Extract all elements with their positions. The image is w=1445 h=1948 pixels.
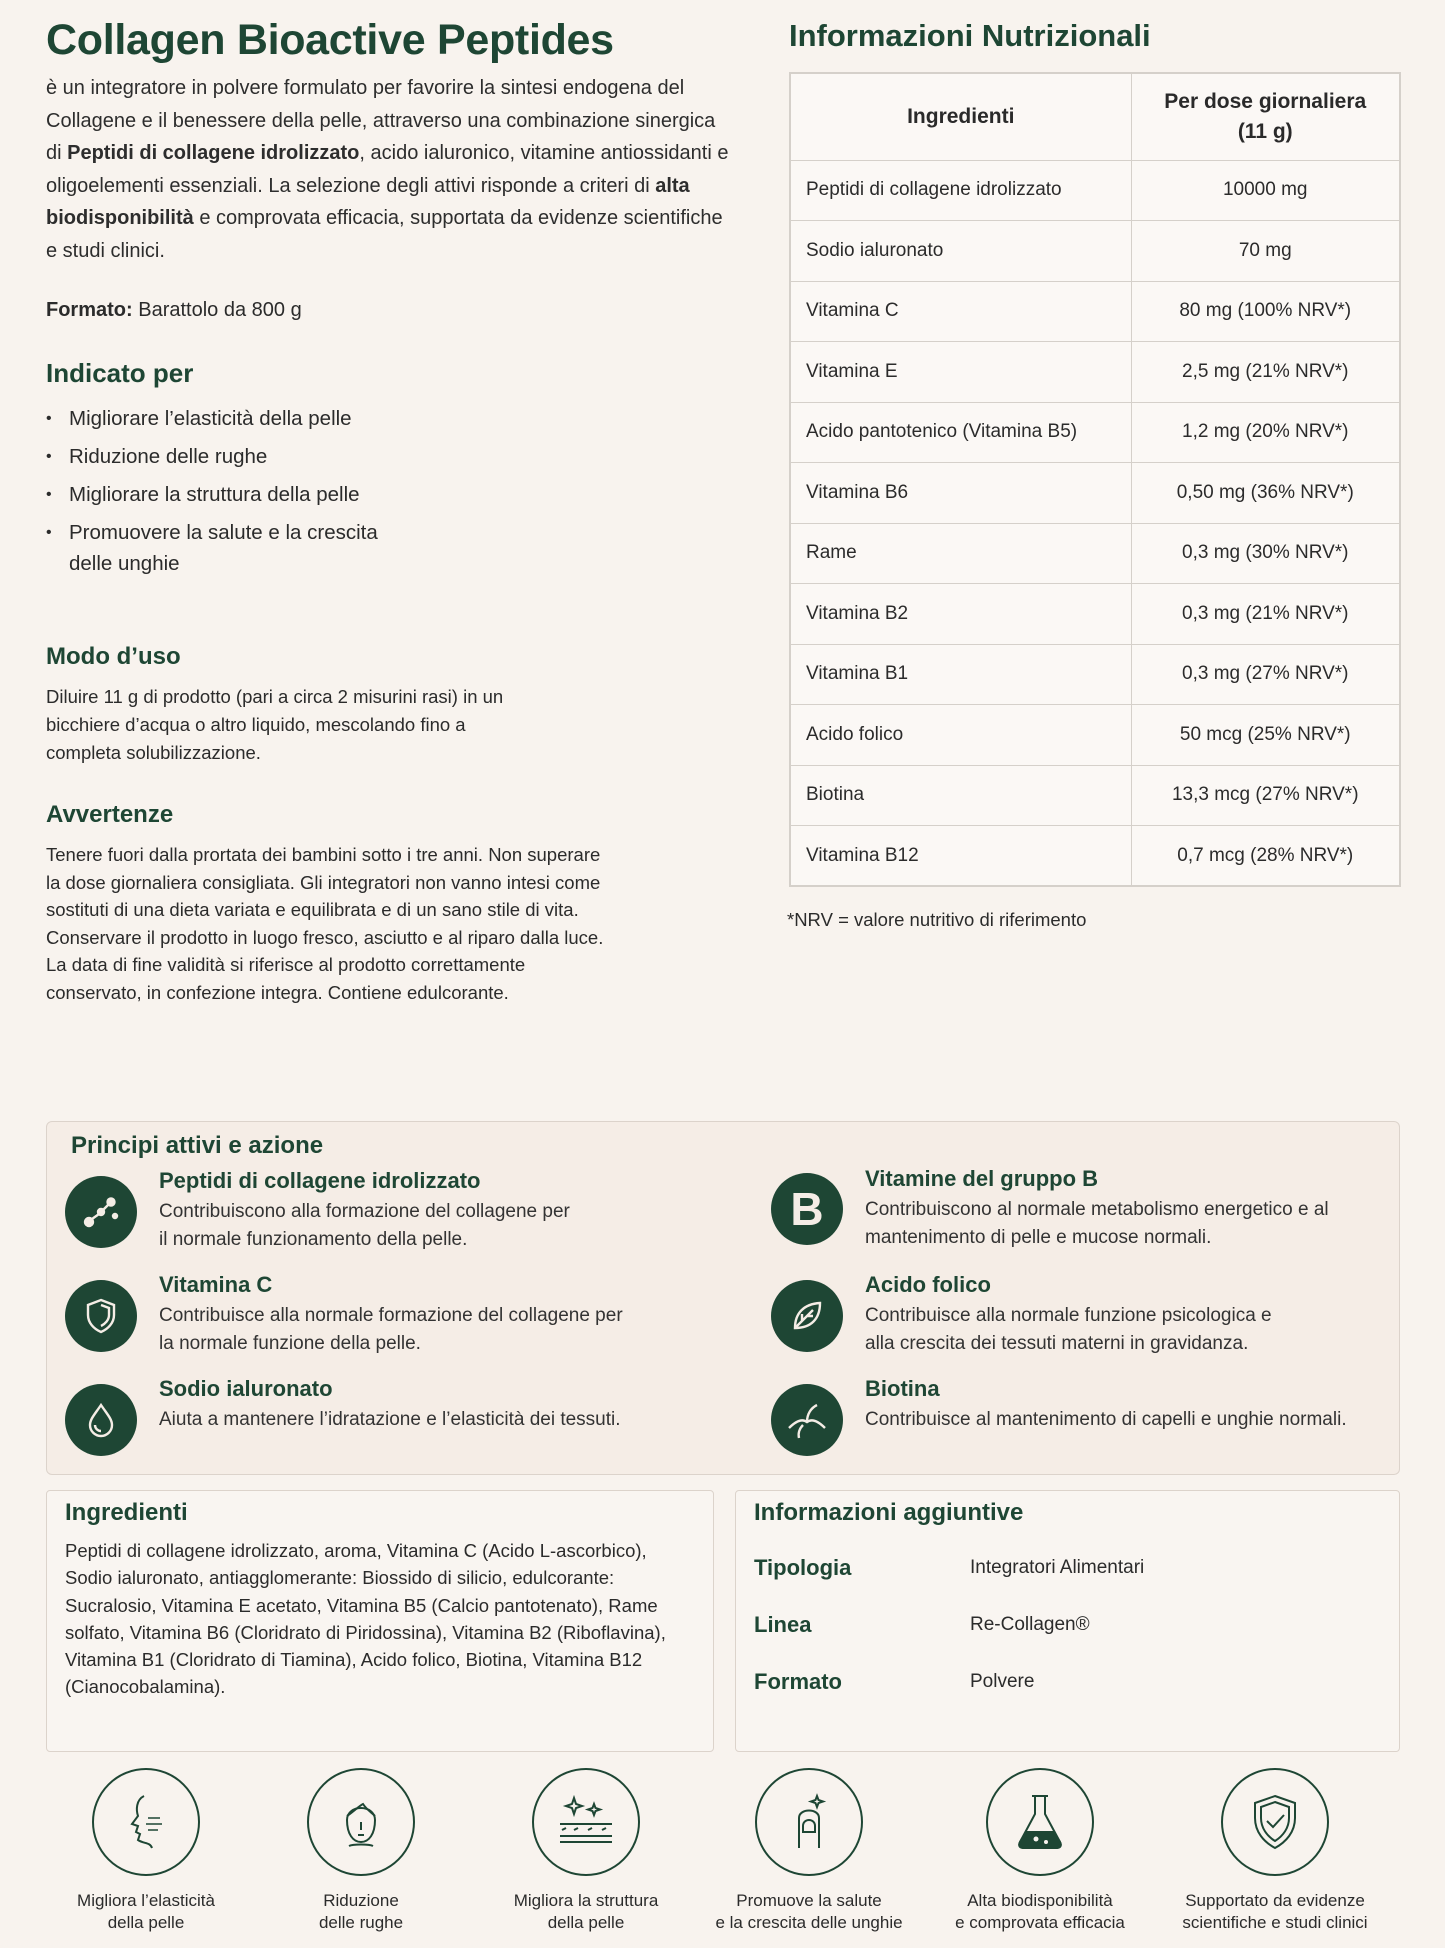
table-row (790, 160, 1400, 221)
hair-follicle-icon (771, 1384, 843, 1456)
table-row (790, 705, 1400, 766)
column-header-ingredienti: Ingredienti (790, 73, 1131, 160)
intro-text-2: , acido ialuronico, vitamine antiossidanti e oligoelementi essenziali. La selezione degli attivi risponde a criteri di (46, 142, 729, 197)
benefit-badge (251, 1768, 471, 1934)
nutrient-name: Acido pantotenico (Vitamina B5) (790, 402, 1131, 463)
nutrient-name: Vitamina C (790, 281, 1131, 342)
principi-attivi-box (46, 1121, 1400, 1475)
nutrient-name: Vitamina B1 (790, 644, 1131, 705)
intro-text-3: e comprovata efficacia, supportata da evidenze scientifiche e studi clinici. (46, 207, 723, 262)
table-row (790, 826, 1400, 887)
nutrient-value: 10000 mg (1131, 160, 1400, 221)
table-row (790, 765, 1400, 826)
list-item: • Migliorare l’elasticità della pelle (46, 403, 736, 434)
drop-icon (65, 1384, 137, 1456)
nutrient-name: Sodio ialuronato (790, 221, 1131, 282)
info-heading: Informazioni aggiuntive (754, 1499, 1024, 1526)
ingredienti-heading: Ingredienti (65, 1499, 188, 1526)
page-title: Collagen Bioactive Peptides (46, 16, 614, 64)
badge-caption-line2: della pelle (547, 1913, 625, 1932)
badge-caption-line2: scientifiche e studi clinici (1182, 1913, 1368, 1932)
nutrient-name: Vitamina B12 (790, 826, 1131, 887)
nutrient-name: Vitamina E (790, 342, 1131, 403)
principio-title: Biotina (865, 1376, 940, 1401)
benefit-badge (36, 1768, 256, 1934)
nutrient-value: 80 mg (100% NRV*) (1131, 281, 1400, 342)
nutrient-name: Peptidi di collagene idrolizzato (790, 160, 1131, 221)
intro-bold-1: Peptidi di collagene idrolizzato (67, 142, 360, 164)
benefit-badge (476, 1768, 696, 1934)
avvertenze-heading: Avvertenze (46, 801, 174, 828)
principio-title: Vitamina C (159, 1272, 273, 1297)
badge-caption-line1: Riduzione (323, 1891, 399, 1910)
badge-caption-line2: delle rughe (318, 1913, 404, 1932)
intro-paragraph (46, 72, 736, 267)
principio-title: Vitamine del gruppo B (865, 1166, 1099, 1191)
nutrient-name: Acido folico (790, 705, 1131, 766)
info-value: Re-Collagen® (970, 1614, 1090, 1635)
table-row (790, 644, 1400, 705)
shield-check-icon (1221, 1768, 1329, 1876)
table-row (790, 281, 1400, 342)
face-profile-icon (92, 1768, 200, 1876)
nutrient-name: Rame (790, 523, 1131, 584)
nutrient-value: 0,50 mg (36% NRV*) (1131, 463, 1400, 524)
list-item: • Migliorare la struttura della pelle (46, 479, 736, 510)
shield-icon (65, 1280, 137, 1352)
table-row (790, 342, 1400, 403)
nutrition-panel (789, 18, 1403, 931)
nutrient-value: 50 mcg (25% NRV*) (1131, 705, 1400, 766)
badge-caption-line1: Supportato da evidenze (1185, 1891, 1365, 1910)
modo-text: Diluire 11 g di prodotto (pari a circa 2 misurini rasi) in un bicchiere d’acqua o altro liquido, mescolando fino a completa solubilizzazione. (46, 686, 504, 763)
principi-heading: Principi attivi e azione (71, 1132, 324, 1159)
informazioni-aggiuntive-box (735, 1490, 1400, 1752)
indicato-heading: Indicato per (46, 358, 194, 388)
column-header-dose (1131, 73, 1400, 160)
face-icon (307, 1768, 415, 1876)
formato-label: Formato: (46, 299, 133, 321)
info-value: Integratori Alimentari (970, 1557, 1145, 1578)
intro-bold-2: alta biodisponibilità (46, 174, 690, 229)
info-key: Tipologia (754, 1555, 852, 1580)
badge-caption-line2: e la crescita delle unghie (715, 1913, 903, 1932)
modo-heading: Modo d’uso (46, 643, 181, 670)
principio-desc: Contribuiscono al normale metabolismo energetico e al mantenimento di pelle e mucose normali. (865, 1199, 1329, 1248)
nutrient-value: 0,3 mg (27% NRV*) (1131, 644, 1400, 705)
nutrient-value: 13,3 mcg (27% NRV*) (1131, 765, 1400, 826)
list-item: • Promuovere la salute e la crescita delle unghie (46, 517, 406, 579)
ingredienti-text: Peptidi di collagene idrolizzato, aroma, Vitamina C (Acido L-ascorbico), Sodio ialuronato, antiagglomerante: Biossido di silicio, edulcorante: Sucralosio, Vitamina E acetato, Vitamina B5 (Calcio pantotenato), Rame solfato, Vitamina B6 (Cloridrato di Piridossina), Vitamina B2 (Riboflavina), Vitamina B1 (Cloridrato di Tiamina), Acido folico, Biotina, Vitamina B12 (Cianocobalamina). (65, 1540, 666, 1698)
table-header-row (790, 73, 1400, 160)
nutrition-heading: Informazioni Nutrizionali (789, 18, 1151, 53)
nutrition-table-body (790, 160, 1400, 886)
flask-icon (986, 1768, 1094, 1876)
table-row (790, 463, 1400, 524)
list-item: • Riduzione delle rughe (46, 441, 736, 472)
nutrient-value: 70 mg (1131, 221, 1400, 282)
info-key: Formato (754, 1669, 842, 1694)
nutrient-value: 0,3 mg (21% NRV*) (1131, 584, 1400, 645)
principio-title: Acido folico (865, 1272, 991, 1297)
formato-line (46, 299, 736, 322)
badge-caption-line1: Migliora la struttura (513, 1891, 659, 1910)
table-row (790, 402, 1400, 463)
badge-caption-line2: della pelle (107, 1913, 185, 1932)
table-row (790, 221, 1400, 282)
avvertenze-text: Tenere fuori dalla prortata dei bambini sotto i tre anni. Non superare la dose giornaliera consigliata. Gli integratori non vanno intesi come sostituti di una dieta variata e equilibrata e di un sano stile di vita. Conservare il prodotto in luogo fresco, asciutto e al riparo dalla luce. La data di fine validità si riferisce al prodotto correttamente conservato, in confezione integra. Contiene edulcorante. (46, 844, 604, 1003)
nail-icon (755, 1768, 863, 1876)
badge-caption-line1: Migliora l’elasticità (77, 1891, 215, 1910)
nutrient-name: Biotina (790, 765, 1131, 826)
principio-desc: Aiuta a mantenere l’idratazione e l’elasticità dei tessuti. (159, 1409, 621, 1430)
badge-caption-line1: Promuove la salute (736, 1891, 882, 1910)
info-key: Linea (754, 1612, 812, 1637)
benefit-badge (699, 1768, 919, 1934)
formato-value: Barattolo da 800 g (132, 299, 302, 321)
principio-title: Peptidi di collagene idrolizzato (159, 1168, 481, 1193)
ingredienti-box (46, 1490, 714, 1752)
info-value: Polvere (970, 1671, 1035, 1692)
nutrient-value: 1,2 mg (20% NRV*) (1131, 402, 1400, 463)
nutrient-value: 0,3 mg (30% NRV*) (1131, 523, 1400, 584)
badge-caption-line2: e comprovata efficacia (955, 1913, 1125, 1932)
nutrient-name: Vitamina B6 (790, 463, 1131, 524)
molecule-icon (65, 1176, 137, 1248)
letter-b-glyph: B (790, 1183, 824, 1235)
dose-header-text: Per dose giornaliera (11 g) (1164, 89, 1367, 143)
principio-desc: Contribuisce alla normale formazione del collagene per la normale funzione della pelle. (159, 1305, 623, 1354)
principio-title: Sodio ialuronato (159, 1376, 333, 1401)
nutrient-name: Vitamina B2 (790, 584, 1131, 645)
nutrient-value: 2,5 mg (21% NRV*) (1131, 342, 1400, 403)
principio-desc: Contribuisce al mantenimento di capelli e unghie normali. (865, 1409, 1347, 1430)
principio-desc: Contribuisce alla normale funzione psicologica e alla crescita dei tessuti materni in gravidanza. (865, 1305, 1272, 1354)
table-row (790, 523, 1400, 584)
benefit-badge (1165, 1768, 1385, 1934)
product-description-column (46, 14, 736, 1006)
principio-desc: Contribuiscono alla formazione del collagene per il normale funzionamento della pelle. (159, 1201, 570, 1250)
benefit-badge (930, 1768, 1150, 1934)
table-row (790, 584, 1400, 645)
indicato-list (46, 403, 736, 579)
nutrient-value: 0,7 mcg (28% NRV*) (1131, 826, 1400, 887)
nutrition-table (789, 72, 1401, 887)
leaf-icon (771, 1280, 843, 1352)
skin-structure-icon (532, 1768, 640, 1876)
badge-caption-line1: Alta biodisponibilità (967, 1891, 1113, 1910)
nrv-footnote: *NRV = valore nutritivo di riferimento (787, 909, 1087, 930)
letter-b-icon (771, 1173, 843, 1245)
intro-text-1: è un integratore in polvere formulato per favorire la sintesi endogena del Collagene e il benessere della pelle, attraverso una combinazione sinergica di (46, 77, 716, 164)
